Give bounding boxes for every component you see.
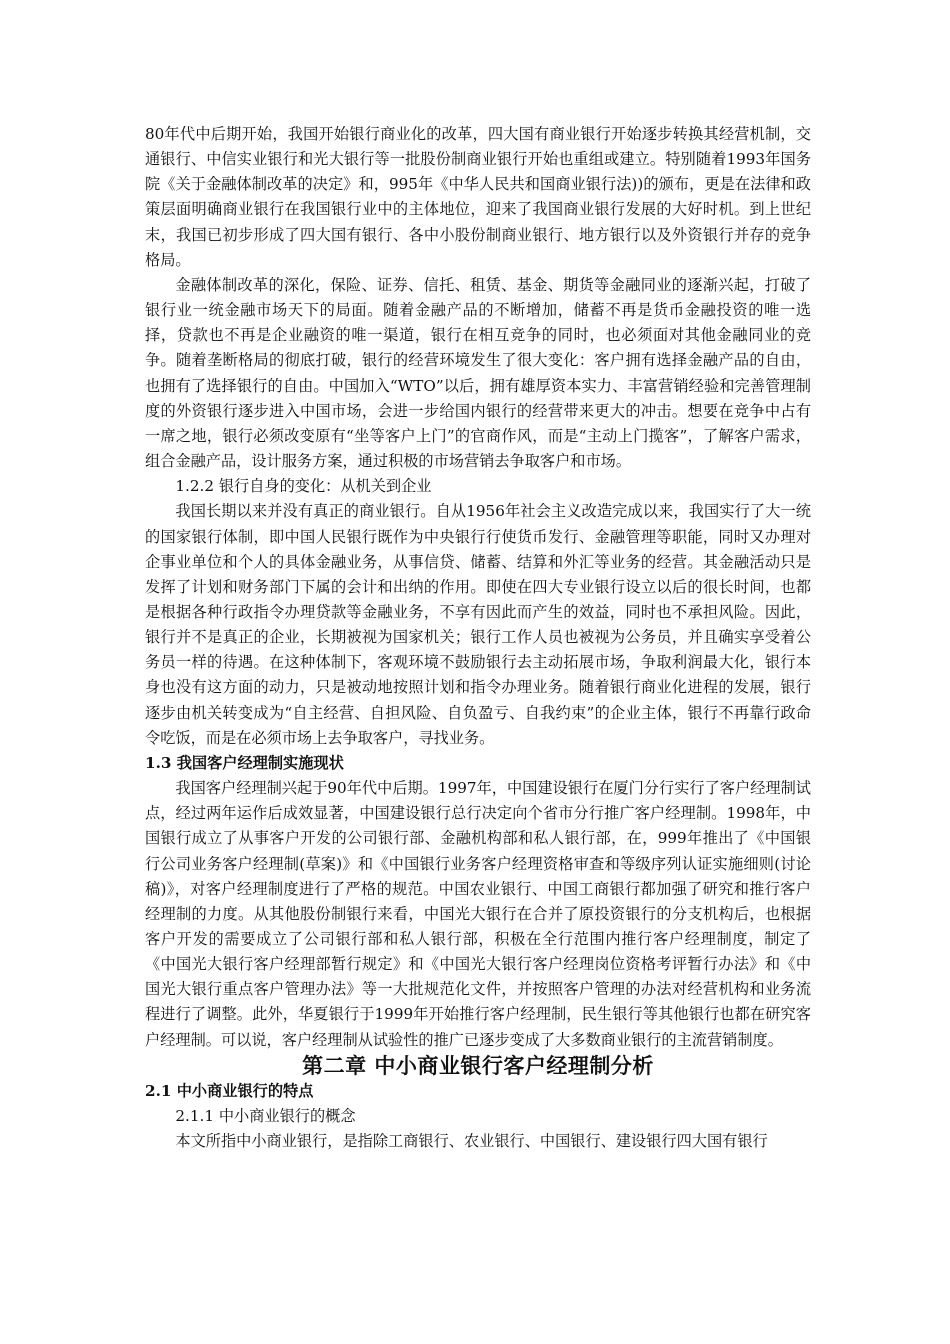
paragraph-bank-self-change: 我国长期以来并没有真正的商业银行。自从1956年社会主义改造完成以来，我国实行了大一统的国家银行体制，即中国人民银行既作为中央银行行使货币发行、金融管理等职能，同时又办理对企事业单位和个人的具体金融业务，从事信贷、储蓄、结算和外汇等业务的经营。其金融活动只是发挥了计划和财务部门下属的会计和出纳的作用。即使在四大专业银行设立以后的很长时间，也都是根据各种行政指令办理贷款等金融业务，不享有因此而产生的效益，同时也不承担风险。因此，银行并不是真正的企业，长期被视为国家机关；银行工作人员也被视为公务员，并且确实享受着公务员一样的待遇。在这种体制下，客观环境不鼓励银行去主动拓展市场，争取利润最大化，银行本身也没有这方面的动力，只是被动地按照计划和指令办理业务。随着银行商业化进程的发展，银行逐步由机关转变成为“自主经营、自担风险、自负盈亏、自我约束”的企业主体，银行不再靠行政命令吃饭，而是在必须市场上去争取客户，寻找业务。 (145, 502, 811, 747)
paragraph-commercialization-reform: 80年代中后期开始，我国开始银行商业化的改革，四大国有商业银行开始逐步转换其经营机制，交通银行、中信实业银行和光大银行等一批股份制商业银行开始也重组或建立。特别随着1993年国务院《关于金融体制改革的决定》和，995年《中华人民共和国商业银行法))的颁布，更是在法律和政策层面明确商业银行在我国银行业中的主体地位，迎来了我国商业银行发展的大好时机。到上世纪末，我国已初步形成了四大国有银行、各中小股份制商业银行、地方银行以及外资银行并存的竞争格局。 (145, 125, 811, 269)
paragraph-account-manager-status: 我国客户经理制兴起于90年代中后期。1997年，中国建设银行在厦门分行实行了客户经理制试点，经过两年运作后成效显著，中国建设银行总行决定向个省市分行推广客户经理制。1998年，中国银行成立了从事客户开发的公司银行部、金融机构部和私人银行部，在，999年推出了《中国银行公司业务客户经理制(草案)》和《中国银行业务客户经理资格审查和等级序列认证实施细则(讨论稿)》，对客户经理制度进行了严格的规范。中国农业银行、中国工商银行都加强了研究和推行客户经理制的力度。从其他股份制银行来看，中国光大银行在合并了原投资银行的分支机构后，也根据客户开发的需要成立了公司银行部和私人银行部，积极在全行范围内推行客户经理制度，制定了《中国光大银行客户经理部暂行规定》和《中国光大银行客户经理岗位资格考评暂行办法》和《中国光大银行重点客户管理办法》等一大批规范化文件，并按照客户管理的办法对经营机构和业务流程进行了调整。此外，华夏银行于1999年开始推行客户经理制，民生银行等其他银行也都在研究客户经理制。可以说，客户经理制从试验性的推广已逐步变成了大多数商业银行的主流营销制度。 (145, 779, 811, 1049)
chapter-heading-2: 第二章 中小商业银行客户经理制分析 (302, 1052, 654, 1078)
paragraph-small-bank-definition: 本文所指中小商业银行，是指除工商银行、农业银行、中国银行、建设银行四大国有银行 (175, 1132, 768, 1151)
subsection-heading-1-2-2: 1.2.2 银行自身的变化：从机关到企业 (175, 477, 432, 496)
section-heading-1-3: 1.3 我国客户经理制实施现状 (145, 753, 344, 772)
subsection-heading-2-1-1: 2.1.1 中小商业银行的概念 (175, 1106, 356, 1125)
paragraph-financial-competition: 金融体制改革的深化，保险、证券、信托、租赁、基金、期货等金融同业的逐渐兴起，打破了银行业一统金融市场天下的局面。随着金融产品的不断增加，储蓄不再是货币金融投资的唯一选择，贷款也不再是企业融资的唯一渠道，银行在相互竞争的同时，也必须面对其他金融同业的竞争。随着垄断格局的彻底打破，银行的经营环境发生了很大变化：客户拥有选择金融产品的自由，也拥有了选择银行的自由。中国加入“WTO”以后，拥有雄厚资本实力、丰富营销经验和完善管理制度的外资银行逐步进入中国市场，会进一步给国内银行的经营带来更大的冲击。想要在竞争中占有一席之地，银行必须改变原有“坐等客户上门”的官商作风，而是“主动上门揽客”，了解客户需求，组合金融产品，设计服务方案，通过积极的市场营销去争取客户和市场。 (145, 275, 811, 471)
section-heading-2-1: 2.1 中小商业银行的特点 (145, 1081, 314, 1100)
document-page (145, 122, 811, 1154)
